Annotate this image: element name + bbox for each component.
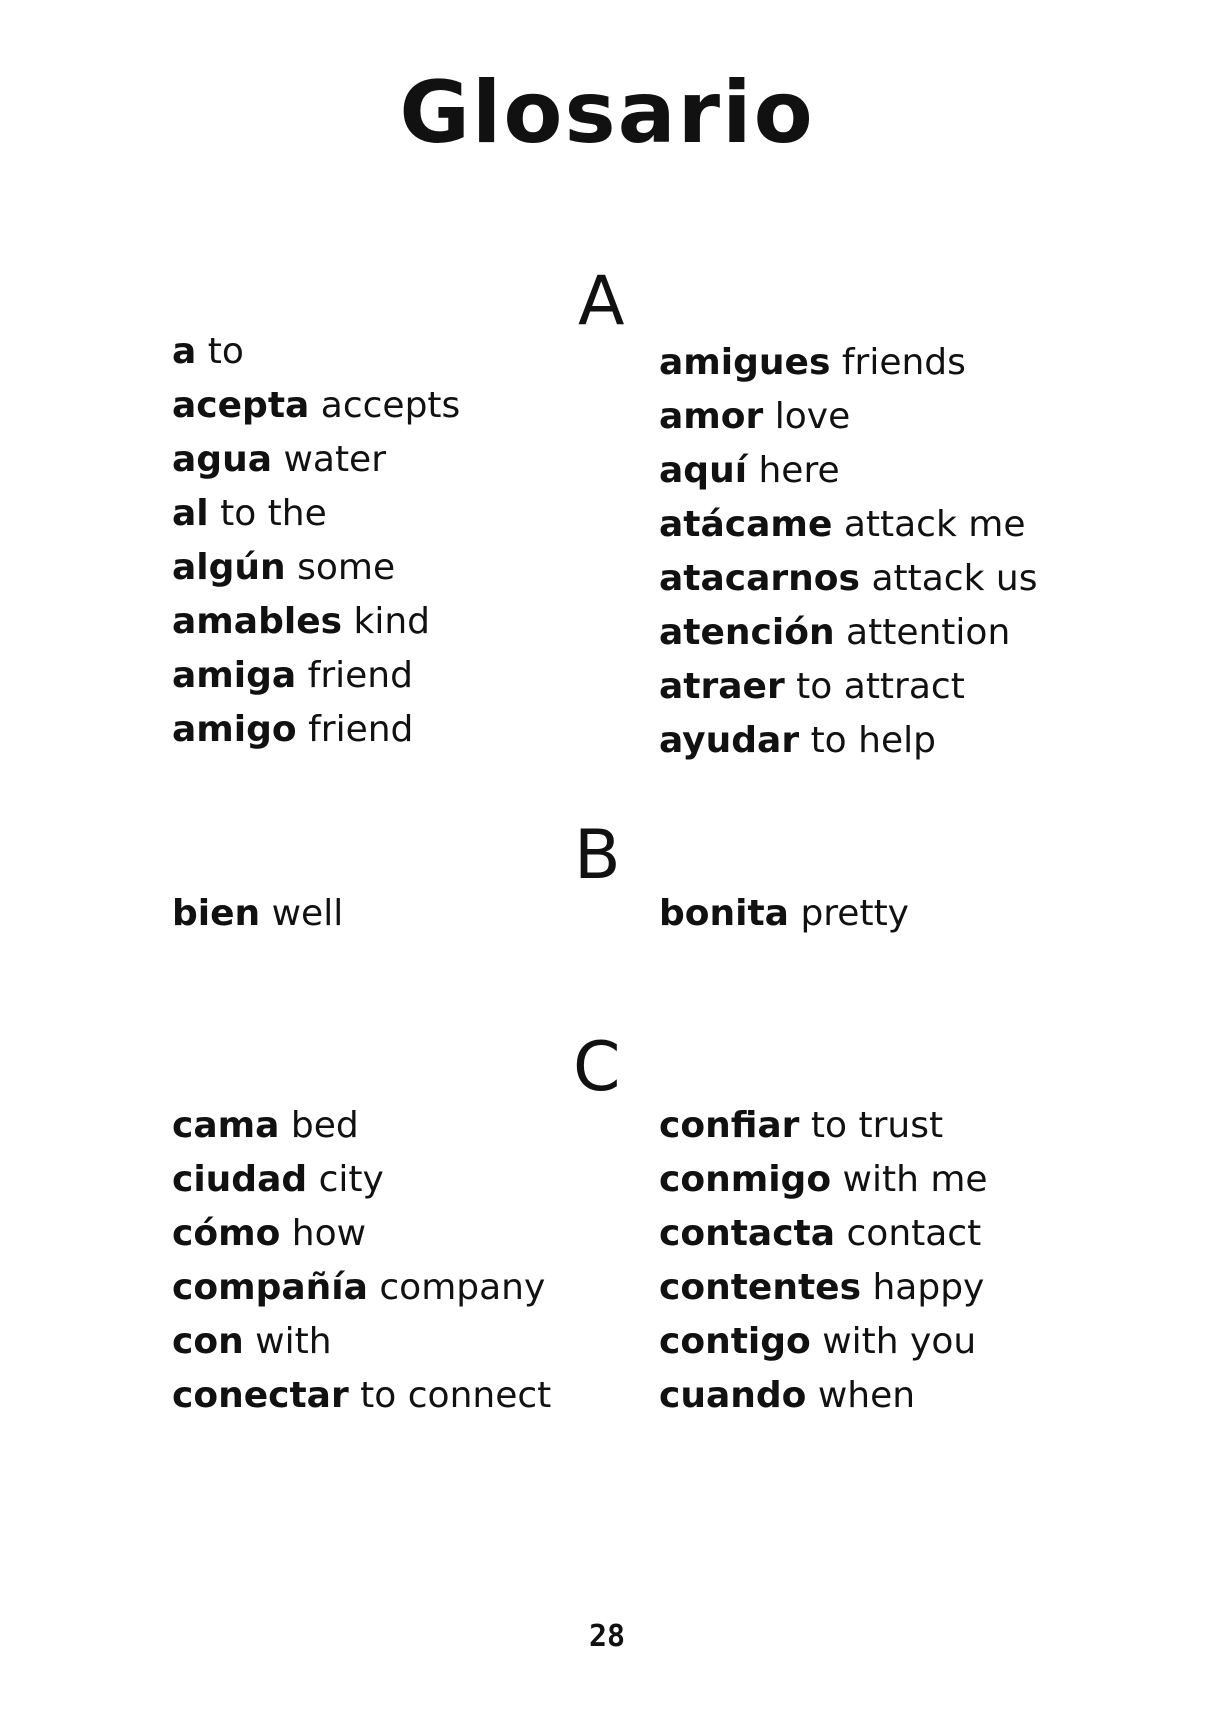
entry-translation: to: [207, 331, 244, 372]
entry-term: amigues: [659, 342, 831, 383]
glossary-entry: [172, 887, 343, 941]
entry-term: con: [172, 1321, 244, 1362]
glossary-entry: [172, 1261, 551, 1315]
entry-translation: love: [774, 396, 851, 437]
entry-translation: attention: [846, 612, 1011, 653]
glossary-entry: [659, 714, 1037, 768]
entry-translation: contact: [846, 1213, 982, 1254]
left-column: [172, 887, 343, 941]
entry-translation: to the: [220, 493, 327, 534]
entry-term: compañía: [172, 1267, 368, 1308]
glossary-entry: [659, 444, 1037, 498]
entry-term: contentes: [659, 1267, 862, 1308]
entry-term: cama: [172, 1105, 280, 1146]
entry-term: algún: [172, 547, 286, 588]
right-column: [659, 887, 909, 941]
entry-term: contigo: [659, 1321, 811, 1362]
entry-translation: how: [291, 1213, 367, 1254]
page-title: Glosario: [399, 63, 815, 163]
glossary-entry: [172, 649, 460, 703]
right-column: [659, 1099, 988, 1423]
right-column: [659, 336, 1037, 768]
entry-term: amor: [659, 396, 764, 437]
glossary-entry: [659, 1099, 988, 1153]
glossary-entry: [659, 1261, 988, 1315]
entry-term: al: [172, 493, 209, 534]
entry-term: contacta: [659, 1213, 836, 1254]
entry-translation: city: [318, 1159, 384, 1200]
glossary-entry: [172, 1153, 551, 1207]
entry-term: ciudad: [172, 1159, 308, 1200]
glossary-entry: [172, 379, 460, 433]
entry-translation: with me: [842, 1159, 988, 1200]
section-letter: B: [574, 816, 621, 895]
entry-translation: attack us: [871, 558, 1038, 599]
glossary-entry: [172, 1315, 551, 1369]
entry-term: aquí: [659, 450, 748, 491]
entry-translation: accepts: [320, 385, 461, 426]
entry-translation: with you: [822, 1321, 977, 1362]
section-letter: C: [573, 1028, 621, 1107]
entry-term: cómo: [172, 1213, 281, 1254]
entry-translation: attack me: [843, 504, 1026, 545]
entry-term: amables: [172, 601, 343, 642]
glossary-entry: [659, 606, 1037, 660]
glossary-entry: [659, 1207, 988, 1261]
entry-term: bonita: [659, 893, 789, 934]
entry-translation: to attract: [796, 666, 965, 707]
entry-term: acepta: [172, 385, 310, 426]
entry-translation: friend: [308, 709, 414, 750]
entry-translation: here: [758, 450, 840, 491]
glossary-entry: [172, 1099, 551, 1153]
glossary-entry: [172, 325, 460, 379]
glossary-entry: [172, 433, 460, 487]
entry-term: confiar: [659, 1105, 800, 1146]
left-column: [172, 325, 460, 757]
entry-translation: pretty: [800, 893, 909, 934]
entry-translation: company: [379, 1267, 546, 1308]
entry-term: atácame: [659, 504, 833, 545]
entry-translation: well: [271, 893, 344, 934]
entry-term: atención: [659, 612, 835, 653]
entry-translation: to help: [810, 720, 936, 761]
entry-translation: friends: [841, 342, 966, 383]
entry-translation: happy: [872, 1267, 985, 1308]
entry-term: cuando: [659, 1375, 807, 1416]
left-column: [172, 1099, 551, 1423]
entry-translation: some: [297, 547, 396, 588]
glossary-entry: [659, 1153, 988, 1207]
glossary-entry: [659, 1315, 988, 1369]
entry-term: bien: [172, 893, 261, 934]
entry-term: atraer: [659, 666, 785, 707]
glossary-entry: [172, 1207, 551, 1261]
entry-term: agua: [172, 439, 272, 480]
entry-term: amigo: [172, 709, 297, 750]
entry-translation: when: [817, 1375, 916, 1416]
glossary-entry: [659, 498, 1037, 552]
entry-term: ayudar: [659, 720, 800, 761]
entry-translation: to trust: [810, 1105, 944, 1146]
entry-translation: kind: [353, 601, 431, 642]
glossary-entry: [659, 390, 1037, 444]
glossary-entry: [172, 703, 460, 757]
glossary-entry: [659, 660, 1037, 714]
entry-term: amiga: [172, 655, 297, 696]
entry-translation: water: [283, 439, 387, 480]
entry-term: conmigo: [659, 1159, 832, 1200]
entry-translation: with: [255, 1321, 332, 1362]
entry-term: a: [172, 331, 197, 372]
entry-translation: to connect: [360, 1375, 552, 1416]
entry-term: atacarnos: [659, 558, 860, 599]
glossary-entry: [659, 552, 1037, 606]
entry-translation: friend: [307, 655, 413, 696]
page-number: 28: [588, 1619, 626, 1654]
glossary-entry: [172, 595, 460, 649]
section-letter: A: [578, 262, 625, 341]
entry-translation: bed: [290, 1105, 359, 1146]
entry-term: conectar: [172, 1375, 349, 1416]
glossary-entry: [172, 541, 460, 595]
glossary-entry: [659, 887, 909, 941]
glossary-entry: [659, 1369, 988, 1423]
glossary-entry: [659, 336, 1037, 390]
glossary-entry: [172, 1369, 551, 1423]
glossary-entry: [172, 487, 460, 541]
